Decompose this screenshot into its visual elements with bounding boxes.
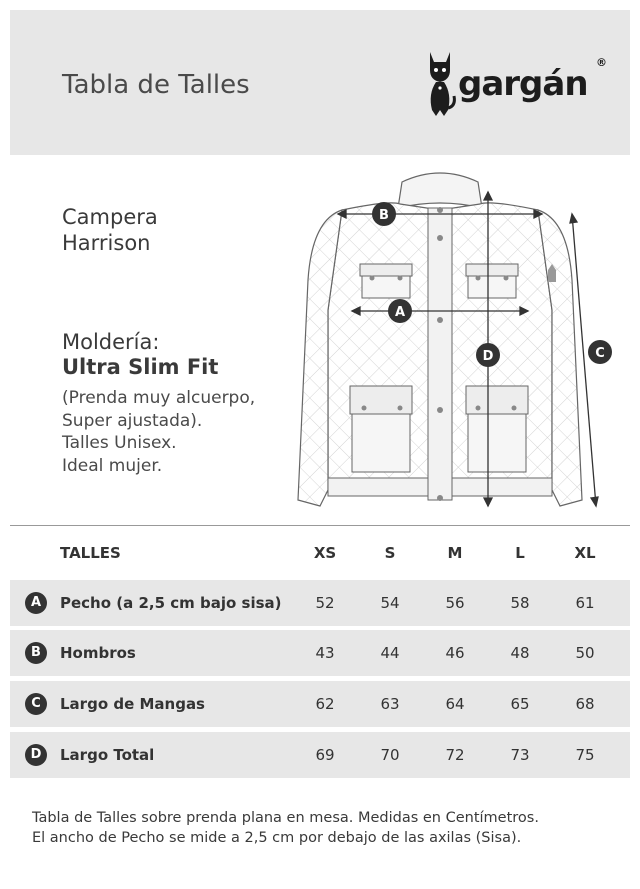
table-row (10, 732, 630, 778)
table-cell: 48 (510, 644, 530, 662)
table-cell: 61 (575, 594, 595, 612)
table-cell: 62 (315, 695, 335, 713)
row-marker: C (25, 693, 47, 715)
row-label: Pecho (a 2,5 cm bajo sisa) (60, 594, 282, 612)
product-name-line2: Harrison (62, 231, 151, 255)
footer-line: Tabla de Talles sobre prenda plana en mesa. Medidas en Centímetros. (32, 810, 539, 826)
section-divider (10, 525, 630, 526)
header-label: TALLES (60, 544, 121, 562)
table-cell: 63 (380, 695, 400, 713)
table-header (10, 530, 630, 578)
jacket-diagram (290, 160, 630, 515)
row-label: Largo de Mangas (60, 695, 205, 713)
row-marker: A (25, 592, 47, 614)
row-marker: D (25, 744, 47, 766)
brand-name: gargán (458, 64, 588, 104)
note-line: Super ajustada). (62, 410, 203, 431)
table-cell: 72 (445, 746, 465, 764)
page-title: Tabla de Talles (62, 70, 250, 100)
header-band (10, 10, 630, 155)
footer-notes (32, 808, 539, 848)
table-cell: 54 (380, 594, 400, 612)
note-line: Ideal mujer. (62, 455, 163, 476)
table-cell: 44 (380, 644, 400, 662)
table-cell: 43 (315, 644, 335, 662)
product-name (62, 204, 158, 256)
marker-d (476, 343, 500, 367)
svg-text:D: D (482, 349, 494, 364)
table-cell: 68 (575, 695, 595, 713)
row-marker: B (25, 642, 47, 664)
table-cell: 58 (510, 594, 530, 612)
registered-mark: ® (596, 56, 607, 69)
table-cell: 56 (445, 594, 465, 612)
svg-text:C: C (595, 346, 605, 361)
table-row (10, 681, 630, 727)
table-cell: 73 (510, 746, 530, 764)
table-cell: 70 (380, 746, 400, 764)
table-row (10, 630, 630, 676)
table-cell: 64 (445, 695, 465, 713)
size-col-s: S (384, 544, 396, 562)
table-cell: 69 (315, 746, 335, 764)
size-col-l: L (515, 544, 525, 562)
size-col-xl: XL (574, 544, 596, 562)
product-name-line1: Campera (62, 205, 158, 229)
note-line: (Prenda muy alcuerpo, (62, 388, 256, 408)
jacket-placket (428, 208, 452, 500)
fit-label: Ultra Slim Fit (62, 355, 219, 379)
size-col-xs: XS (313, 544, 337, 562)
table-cell: 52 (315, 594, 335, 612)
jacket-collar (398, 173, 482, 208)
table-cell: 50 (575, 644, 595, 662)
svg-text:B: B (379, 208, 389, 223)
marker-c (588, 340, 612, 364)
marker-a (388, 299, 412, 323)
row-label: Hombros (60, 644, 136, 662)
size-col-m: M (447, 544, 463, 562)
note-line: Talles Unisex. (62, 433, 177, 453)
table-cell: 65 (510, 695, 530, 713)
row-label: Largo Total (60, 746, 155, 764)
size-table (10, 530, 630, 764)
product-notes (62, 387, 255, 477)
table-row (10, 580, 630, 626)
table-cell: 46 (445, 644, 465, 662)
svg-text:A: A (394, 305, 406, 320)
marker-b (372, 202, 396, 226)
table-cell: 75 (575, 746, 595, 764)
footer-line: El ancho de Pecho se mide a 2,5 cm por debajo de las axilas (Sisa). (32, 830, 522, 846)
cat-logo-icon (420, 48, 460, 118)
pattern-label: Moldería: (62, 330, 160, 354)
brand-logo (420, 46, 620, 136)
